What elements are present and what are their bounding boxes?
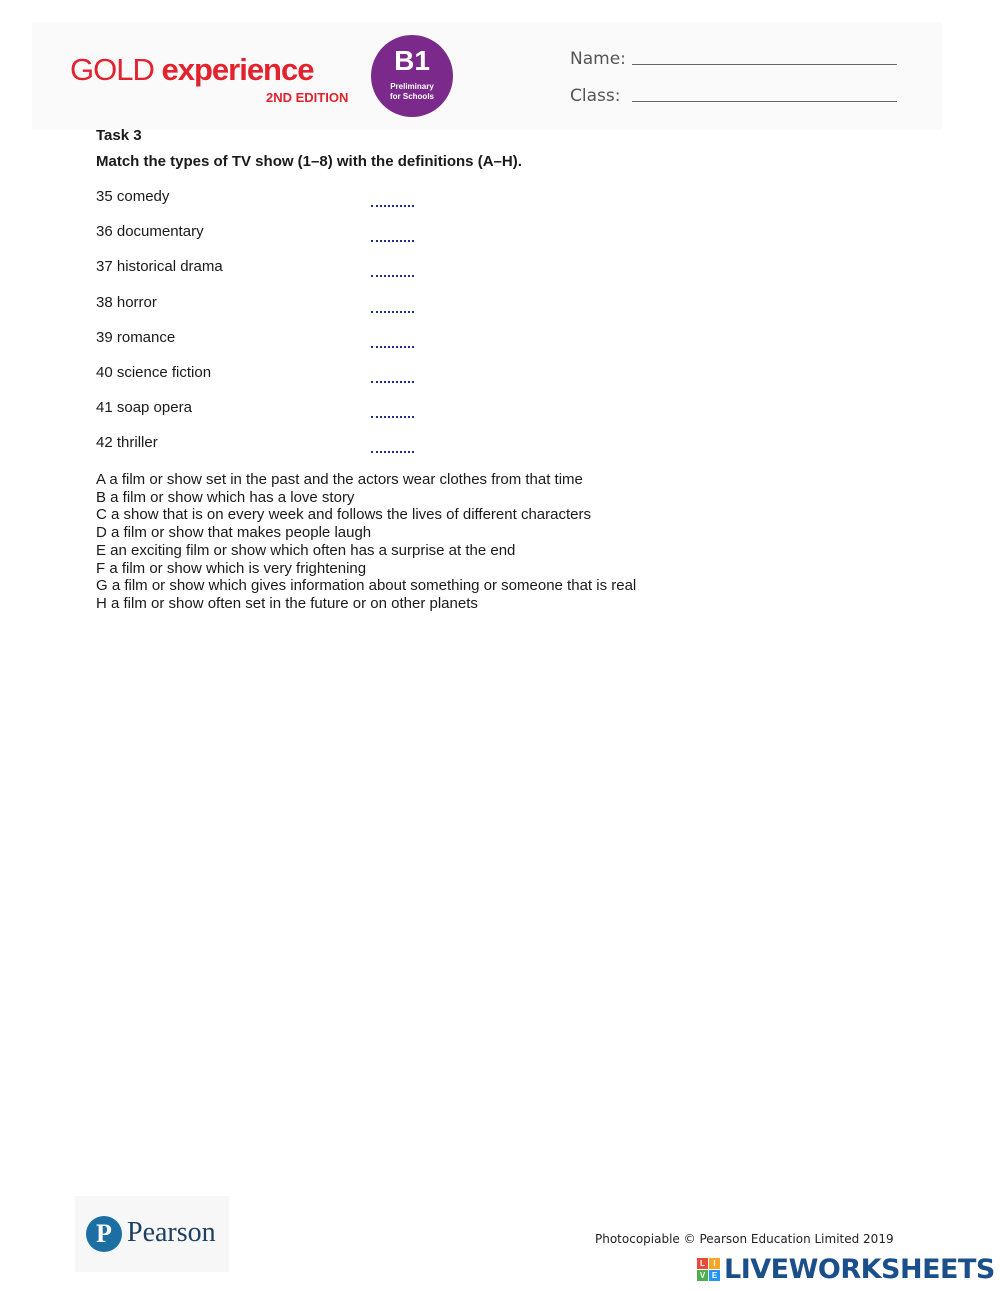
pearson-logo-icon: P: [86, 1216, 122, 1252]
definition-item: H a film or show often set in the future or on other planets: [96, 594, 478, 612]
badge-level: B1: [394, 45, 430, 76]
answer-blank[interactable]: [371, 399, 414, 418]
task-instruction: Match the types of TV show (1–8) with the definitions (A–H).: [96, 153, 522, 170]
class-field[interactable]: [632, 101, 897, 102]
lw-tile-i: I: [709, 1258, 720, 1269]
answer-blank[interactable]: [371, 223, 414, 242]
question-row: [96, 258, 496, 293]
class-label: Class:: [570, 86, 621, 106]
answer-blank[interactable]: [371, 258, 414, 277]
answer-blank[interactable]: [371, 188, 414, 207]
badge-line-2: for Schools: [389, 92, 434, 101]
gold-experience-logo: [70, 52, 313, 88]
question-label: 37 historical drama: [96, 258, 223, 276]
badge-line-1: Preliminary: [390, 82, 434, 91]
definition-item: D a film or show that makes people laugh: [96, 524, 372, 542]
question-label: 41 soap opera: [96, 399, 192, 417]
answer-blank[interactable]: [371, 294, 414, 313]
question-row: [96, 188, 496, 223]
pearson-wordmark: Pearson: [127, 1217, 216, 1248]
answer-blank[interactable]: [371, 434, 414, 453]
definition-item: G a film or show which gives information about something or someone that is real: [96, 577, 637, 595]
lw-tile-e: E: [709, 1270, 720, 1281]
question-row: [96, 329, 496, 364]
definition-item: A a film or show set in the past and the actors wear clothes from that time: [96, 471, 583, 488]
lw-tile-v: V: [697, 1270, 708, 1281]
definition-item: F a film or show which is very frightening: [96, 559, 367, 577]
question-row: [96, 294, 496, 329]
question-label: 38 horror: [96, 293, 157, 311]
definition-item: C a show that is on every week and follows the lives of different characters: [96, 506, 591, 524]
badge-subtitle: [371, 82, 453, 102]
copyright-notice: Photocopiable © Pearson Education Limited 2019: [595, 1232, 894, 1246]
liveworksheets-icon: [697, 1258, 721, 1282]
definition-item: B a film or show which has a love story: [96, 488, 355, 506]
definitions-list: [96, 471, 636, 613]
question-row: [96, 364, 496, 399]
logo-experience-text: experience: [161, 52, 314, 87]
question-label: 39 romance: [96, 328, 176, 346]
name-label: Name:: [570, 49, 626, 69]
lw-tile-l: L: [697, 1258, 708, 1269]
question-row: [96, 434, 496, 469]
question-label: 40 science fiction: [96, 363, 212, 381]
question-label: 36 documentary: [96, 223, 204, 241]
task-title: Task 3: [96, 127, 142, 144]
question-row: [96, 399, 496, 434]
logo-gold-text: GOLD: [70, 52, 154, 87]
name-field[interactable]: [632, 64, 897, 65]
level-badge: [371, 35, 453, 117]
question-list: [96, 188, 496, 470]
edition-label: 2ND EDITION: [266, 90, 349, 105]
answer-blank[interactable]: [371, 364, 414, 383]
question-label: 35 comedy: [96, 188, 170, 205]
question-label: 42 thriller: [96, 434, 158, 452]
definition-item: E an exciting film or show which often has a surprise at the end: [96, 541, 516, 559]
liveworksheets-wordmark: LIVEWORKSHEETS: [724, 1254, 995, 1285]
question-row: [96, 223, 496, 258]
answer-blank[interactable]: [371, 329, 414, 348]
